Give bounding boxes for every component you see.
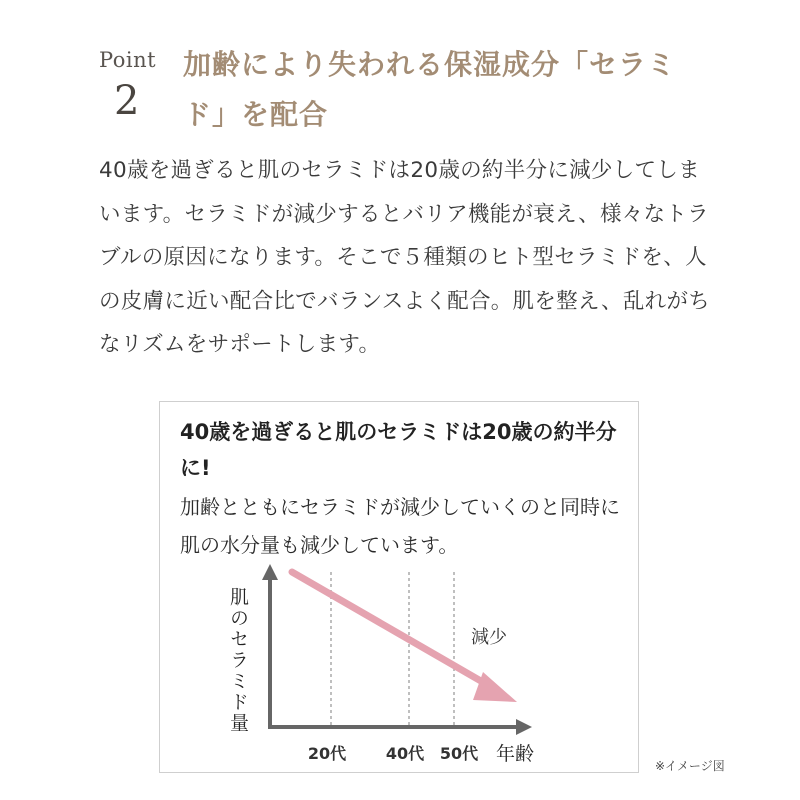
image-note: ※イメージ図 bbox=[655, 759, 725, 773]
body-paragraph: 40歳を過ぎると肌のセラミドは20歳の約半分に減少してしまいます。セラミドが減少するとバリア機能が衰え、様々なトラブルの原因になります。そこで５種類のヒト型セラミドを、人の皮膚に近い配合比でバランスよく配合。肌を整え、乱れがちなリズムをサポートします。 bbox=[99, 158, 711, 357]
x-tick-label: 20代 bbox=[307, 744, 347, 763]
point-label: Point bbox=[99, 48, 157, 72]
x-tick-label: 40代 bbox=[385, 744, 425, 763]
x-axis-arrowhead bbox=[516, 719, 532, 735]
section-heading: 加齢により失われる保湿成分「セラミド」を配合 bbox=[183, 48, 677, 131]
series-label-decrease: 減少 bbox=[471, 627, 507, 648]
chart-box bbox=[159, 401, 639, 773]
x-tick-label: 50代 bbox=[439, 744, 479, 763]
x-axis-label: 年齢 bbox=[495, 743, 535, 765]
figure-subtitle: 加齢とともにセラミドが減少していくのと同時に肌の水分量も減少しています。 bbox=[180, 495, 620, 557]
point-number: 2 bbox=[114, 78, 140, 124]
figure-title: 40歳を過ぎると肌のセラミドは20歳の約半分に! bbox=[180, 420, 617, 480]
y-axis-label: 肌のセラミド量 bbox=[227, 587, 249, 734]
decrease-arrow-line bbox=[292, 572, 493, 688]
ceramide-chart bbox=[160, 402, 640, 774]
y-axis-arrowhead bbox=[262, 564, 278, 580]
